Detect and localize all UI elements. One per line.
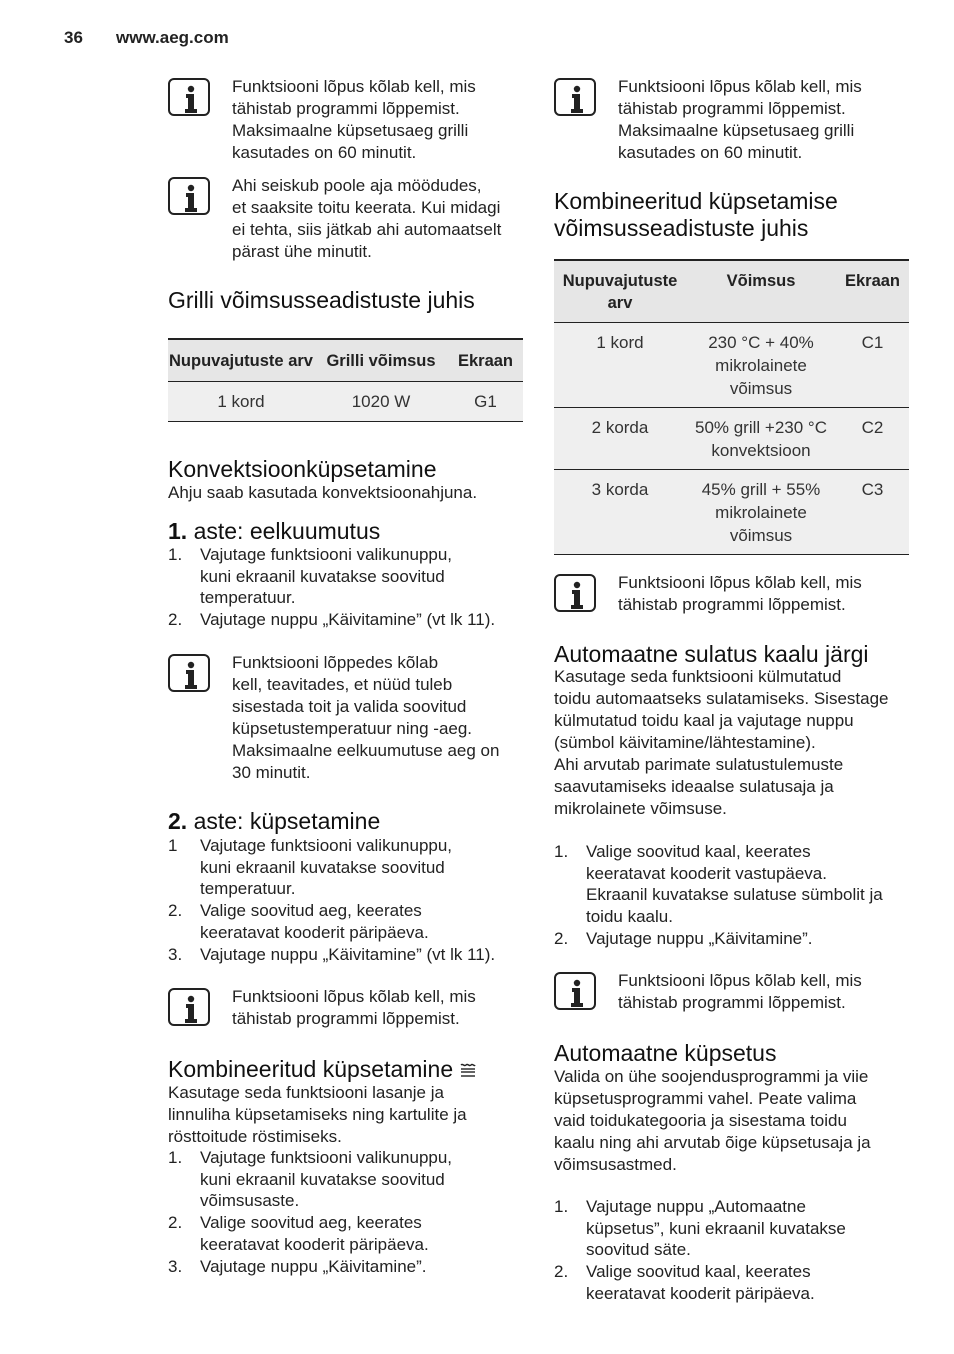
combi-cooking-icon (459, 1057, 477, 1084)
info-note (168, 175, 523, 263)
table-cell: 45% grill + 55% mikrolainete võimsus (686, 470, 836, 555)
convection-heading: Konvektsioonküpsetamine (168, 456, 437, 482)
step2-heading: 2. aste: küpsetamine (168, 808, 381, 834)
table-cell: 1 kord (168, 382, 314, 422)
info-icon (554, 972, 596, 1010)
info-icon (168, 177, 210, 215)
table-header: Nupuvajutuste arv (554, 260, 686, 323)
list-item: 2. Valige soovitud kaal, keerates keeratavat kooderit päripäeva. (554, 1262, 815, 1303)
table-header: Ekraan (836, 260, 909, 323)
note-line: Maksimaalne eelkuumutuse aeg on (232, 741, 500, 760)
note-line: küpsetustemperatuur ning -aeg. (232, 719, 473, 738)
info-note (168, 652, 523, 784)
auto-cooking-heading: Automaatne küpsetus (554, 1040, 777, 1066)
table-cell: C2 (836, 408, 909, 470)
list-item: 1. Vajutage funktsiooni valikunuppu, kuni ekraanil kuvatakse soovitud temperatuur. (168, 545, 453, 608)
note-line: Maksimaalne küpsetusaeg grilli (232, 121, 469, 140)
table-cell: 230 °C + 40% mikrolainete võimsus (686, 323, 836, 408)
note-line: Funktsiooni lõpus kõlab kell, mis (232, 77, 476, 96)
list-item: 1 Vajutage funktsiooni valikunuppu, kuni ekraanil kuvatakse soovitud temperatuur. (168, 836, 453, 899)
table-cell: C1 (836, 323, 909, 408)
info-note (554, 76, 909, 164)
grill-power-table (168, 338, 523, 422)
note-line: Funktsiooni lõppedes kõlab (232, 653, 439, 672)
grill-guide-heading: Grilli võimsusseadistuste juhis (168, 287, 475, 313)
table-row (554, 408, 909, 470)
list-item: 2. Vajutage nuppu „Käivitamine”. (554, 928, 813, 948)
note-line: pärast ühe minutit. (232, 242, 372, 261)
note-line: 30 minutit. (232, 763, 311, 782)
step2-list (168, 835, 495, 965)
info-note (554, 572, 909, 616)
note-line: kell, teavitades, et nüüd tuleb (232, 675, 453, 694)
table-row (168, 382, 523, 422)
list-item: 2. Valige soovitud aeg, keerates keeratavat kooderit päripäeva. (168, 901, 429, 942)
auto-cooking-steps (554, 1196, 846, 1305)
table-header: Nupuvajutuste arv (168, 339, 314, 382)
note-line: ei tehta, siis jätkab ahi automaatselt (232, 220, 502, 239)
note-line: kasutades on 60 minutit. (618, 143, 803, 162)
step1-heading: 1. aste: eelkuumutus (168, 518, 381, 544)
table-cell: 1 kord (554, 323, 686, 408)
list-item: 1. Vajutage nuppu „Automaatne küpsetus”, kuni ekraanil kuvatakse soovitud säte. (554, 1197, 846, 1260)
info-icon (554, 78, 596, 116)
info-note (554, 970, 909, 1014)
combi-power-table (554, 259, 909, 555)
table-cell: 3 korda (554, 470, 686, 555)
list-item: 3. Vajutage nuppu „Käivitamine” (vt lk 11). (168, 944, 496, 964)
note-line: tähistab programmi lõppemist. (618, 99, 846, 118)
note-line: Funktsiooni lõpus kõlab kell, mis (618, 573, 862, 592)
note-line: kasutades on 60 minutit. (232, 143, 417, 162)
note-line: tähistab programmi lõppemist. (618, 993, 846, 1012)
info-note (168, 76, 523, 164)
list-item: 3. Vajutage nuppu „Käivitamine”. (168, 1256, 427, 1276)
note-line: Maksimaalne küpsetusaeg grilli (618, 121, 855, 140)
table-header: Võimsus (686, 260, 836, 323)
combi-cooking-steps (168, 1147, 452, 1277)
table-cell: 50% grill +230 °C konvektsioon (686, 408, 836, 470)
list-item: 2. Valige soovitud aeg, keerates keeratavat kooderit päripäeva. (168, 1213, 429, 1254)
note-line: tähistab programmi lõppemist. (232, 99, 460, 118)
table-cell: C3 (836, 470, 909, 555)
note-line: tähistab programmi lõppemist. (618, 595, 846, 614)
table-row (554, 323, 909, 408)
combi-cooking-text: Kasutage seda funktsiooni lasanje ja linnuliha küpsetamiseks ning kartulite ja rösttoitude röstimiseks. (168, 1083, 467, 1146)
info-icon (168, 78, 210, 116)
table-cell: 2 korda (554, 408, 686, 470)
page-number: 36 (64, 28, 83, 47)
combi-guide-heading: Kombineeritud küpsetamise võimsusseadistuste juhis (554, 188, 838, 241)
auto-cooking-text: Valida on ühe soojendusprogrammi ja viie küpsetusprogrammi vahel. Peate valima vaid toidukategooria ja sisestama toidu kaalu ning ahi arvutab õige küpsetusaja ja võimsusastmed. (554, 1067, 871, 1174)
auto-defrost-steps (554, 841, 883, 950)
list-item: 1. Vajutage funktsiooni valikunuppu, kuni ekraanil kuvatakse soovitud võimsusaste. (168, 1148, 453, 1211)
website-url[interactable]: www.aeg.com (116, 28, 229, 47)
note-line: tähistab programmi lõppemist. (232, 1009, 460, 1028)
note-line: sisestada toit ja valida soovitud (232, 697, 467, 716)
auto-defrost-heading: Automaatne sulatus kaalu järgi (554, 641, 869, 667)
note-line: Funktsiooni lõpus kõlab kell, mis (232, 987, 476, 1006)
info-note (168, 986, 523, 1030)
table-row (554, 470, 909, 555)
note-line: Funktsiooni lõpus kõlab kell, mis (618, 971, 862, 990)
table-header: Grilli võimsus (314, 339, 448, 382)
auto-defrost-text: Kasutage seda funktsiooni külmutatud toidu automaatseks sulatamiseks. Sisestage külmutatud toidu kaal ja vajutage nuppu (sümbol käivitamine/lähtestamine). Ahi arvutab parimate sulatustulemuste saavutamiseks ideaalse sulatusaja ja mikrolainete võimsuse. (554, 667, 889, 818)
table-header: Ekraan (448, 339, 523, 382)
table-cell: G1 (448, 382, 523, 422)
info-icon (168, 988, 210, 1026)
note-line: Funktsiooni lõpus kõlab kell, mis (618, 77, 862, 96)
convection-text: Ahju saab kasutada konvektsioonahjuna. (168, 483, 478, 502)
step1-list (168, 544, 495, 631)
combi-cooking-heading: Kombineeritud küpsetamine (168, 1056, 477, 1084)
note-line: Ahi seiskub poole aja möödudes, (232, 176, 482, 195)
list-item: 1. Valige soovitud kaal, keerates keeratavat kooderit vastupäeva. Ekraanil kuvatakse sulatuse sümbolit ja toidu kaalu. (554, 842, 883, 927)
note-line: et saaksite toitu keerata. Kui midagi (232, 198, 501, 217)
list-item: 2. Vajutage nuppu „Käivitamine” (vt lk 11). (168, 610, 496, 630)
info-icon (168, 654, 210, 692)
info-icon (554, 574, 596, 612)
table-cell: 1020 W (314, 382, 448, 422)
